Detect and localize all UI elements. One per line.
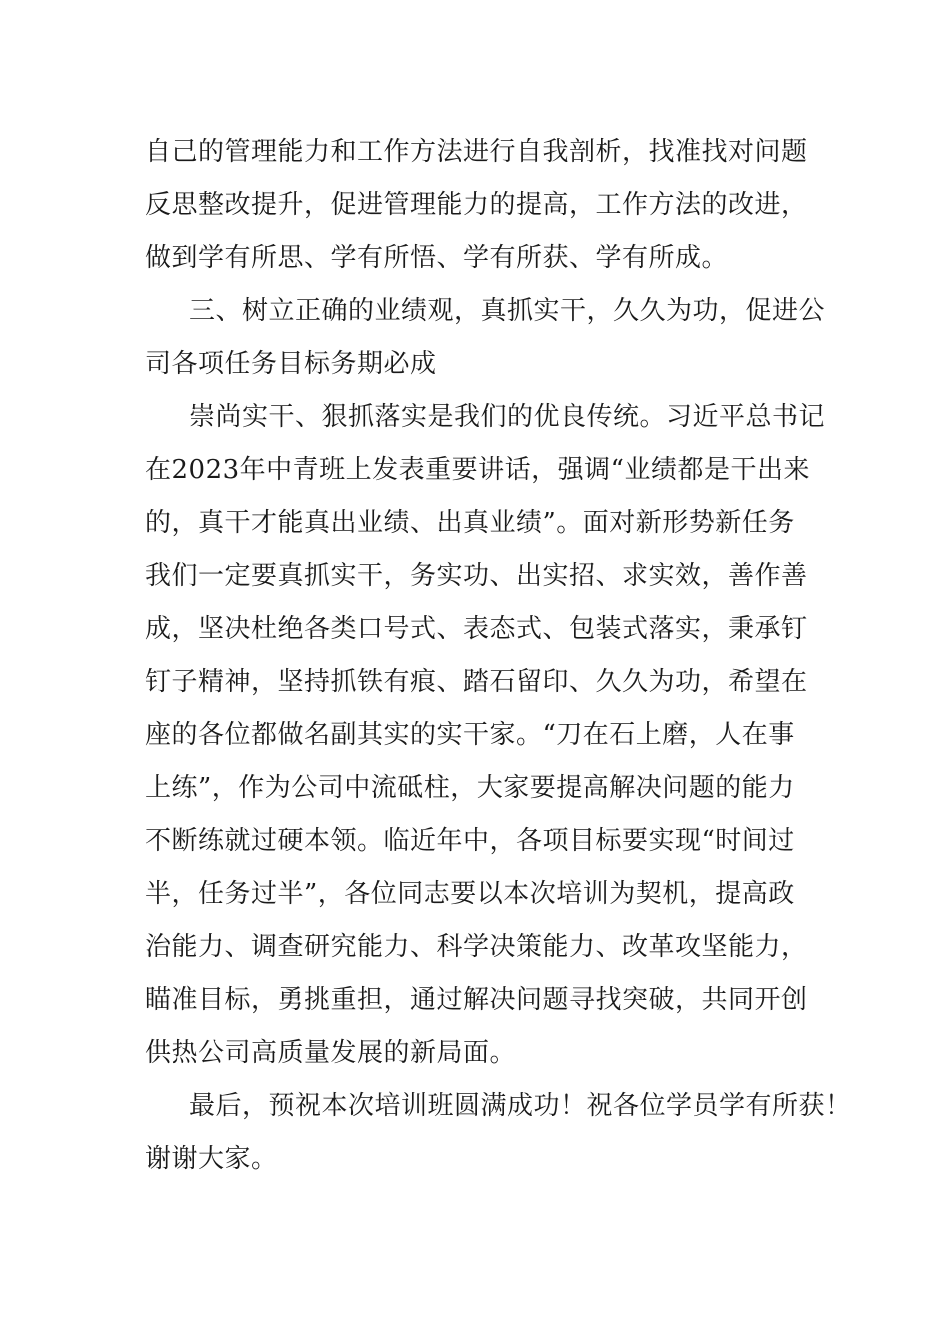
- text-line: 我们一定要真抓实干，务实功、出实招、求实效，善作善: [145, 561, 808, 591]
- text-line: 做到学有所思、学有所悟、学有所获、学有所成。: [145, 243, 729, 273]
- closing-line: 谢谢大家。: [145, 1144, 278, 1174]
- text-line: 成，坚决杜绝各类口号式、表态式、包装式落实，秉承钉: [145, 614, 808, 644]
- text-line: 在2023年中青班上发表重要讲话，强调“业绩都是干出来: [145, 455, 810, 485]
- closing-line: 最后，预祝本次培训班圆满成功！祝各位学员学有所获！: [189, 1091, 852, 1121]
- section-heading-line: 司各项任务目标务期必成: [145, 349, 437, 379]
- text-line: 不断练就过硬本领。临近年中，各项目标要实现“时间过: [145, 826, 795, 856]
- text-line: 半，任务过半”，各位同志要以本次培训为契机，提高政: [145, 879, 795, 909]
- text-line: 的，真干才能真出业绩、出真业绩”。面对新形势新任务: [145, 508, 795, 538]
- text-line: 治能力、调查研究能力、科学决策能力、改革攻坚能力，: [145, 932, 808, 962]
- text-line: 钉子精神，坚持抓铁有痕、踏石留印、久久为功，希望在: [145, 667, 808, 697]
- text-line: 瞄准目标，勇挑重担，通过解决问题寻找突破，共同开创: [145, 985, 808, 1015]
- section-heading-line: 三、树立正确的业绩观，真抓实干，久久为功，促进公: [189, 296, 826, 326]
- text-line: 反思整改提升，促进管理能力的提高，工作方法的改进，: [145, 190, 808, 220]
- text-line: 自己的管理能力和工作方法进行自我剖析，找准找对问题: [145, 137, 808, 167]
- text-line: 崇尚实干、狠抓落实是我们的优良传统。习近平总书记: [189, 402, 826, 432]
- text-line: 上练”，作为公司中流砥柱，大家要提高解决问题的能力: [145, 773, 795, 803]
- text-line: 座的各位都做名副其实的实干家。“刀在石上磨，人在事: [145, 720, 795, 750]
- document-body: [145, 126, 852, 1186]
- text-line: 供热公司高质量发展的新局面。: [145, 1038, 517, 1068]
